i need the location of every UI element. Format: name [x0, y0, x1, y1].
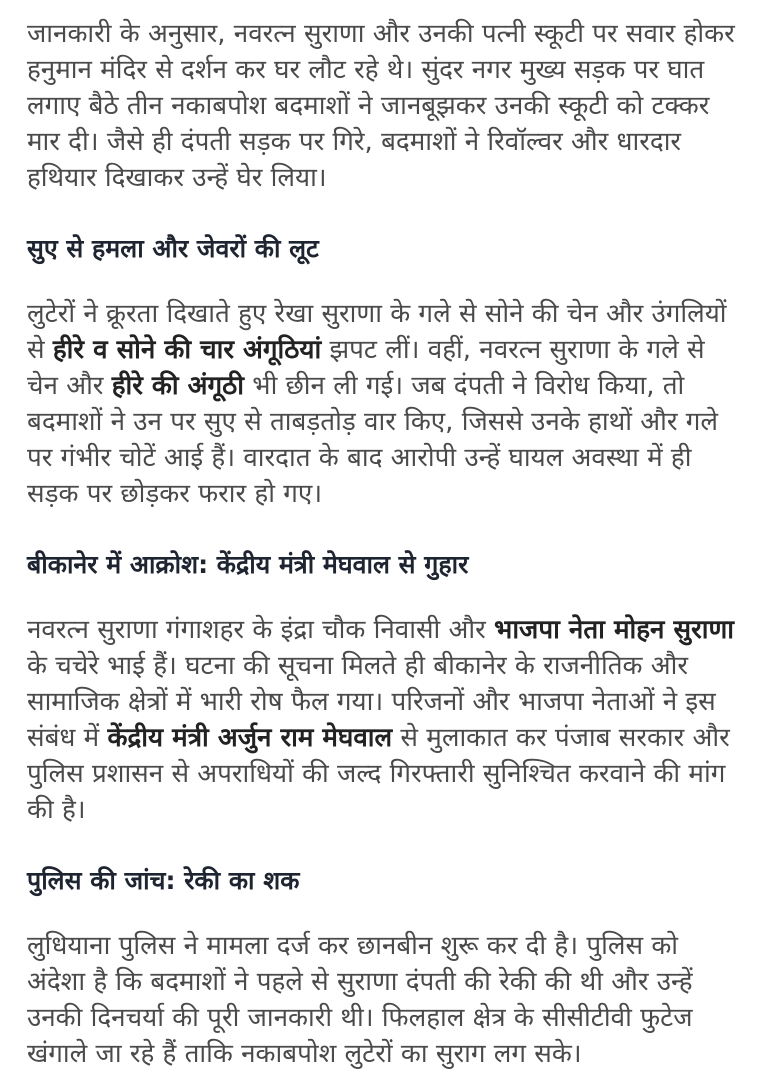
paragraph-text: लुटेरों ने क्रूरता दिखाते हुए रेखा सुराणा के गले से सोने की चेन और उंगलियों से — [27, 299, 727, 365]
police-investigation-paragraph: लुधियाना पुलिस ने मामला दर्ज कर छानबीन शुरू कर दी है। पुलिस को अंदेशा है कि बदमाशों ने पहले से सुराणा दंपती की रेकी की थी और उन्हें उनकी दिनचर्या की पूरी जानकारी थी। फिलहाल क्षेत्र के सीसीटीवी फुटेज खंगाले जा रहे हैं ताकि नकाबपोश लुटेरों का सुराग लग सके। — [27, 931, 693, 1069]
section-heading-bikaner-outrage: बीकानेर में आक्रोश: केंद्रीय मंत्री मेघवाल से गुहार — [27, 550, 469, 579]
highlight-union-minister: केंद्रीय मंत्री अर्जुन राम मेघवाल — [107, 723, 393, 753]
paragraph-text: के चचेरे भाई हैं। घटना की सूचना मिलते ही बीकानेर के राजनीतिक और सामाजिक क्षेत्रों में भारी रोष फैल गया। परिजनों और भाजपा नेताओं ने इस संबंध में — [27, 651, 716, 753]
section-heading-attack-loot: सुए से हमला और जेवरों की लूट — [27, 234, 319, 263]
paragraph-text: नवरत्न सुराणा गंगाशहर के इंद्रा चौक निवासी और — [27, 615, 495, 645]
paragraph-text: भी छीन ली गई। जब दंपती ने विरोध किया, तो बदमाशों ने उन पर सुए से ताबड़तोड़ वार किए, जिससे उनके हाथों और गले पर गंभीर चोटें आई हैं। वारदात के बाद आरोपी उन्हें घायल अवस्था में ही सड़क पर छोड़कर फरार हो गए। — [27, 371, 718, 509]
paragraph-text: झपट लीं। वहीं, नवरत्न सुराणा के गले से चेन और — [27, 335, 705, 401]
highlight-bjp-leader: भाजपा नेता मोहन सुराणा — [494, 615, 734, 645]
paragraph-text: से मुलाकात कर पंजाब सरकार और पुलिस प्रशासन से अपराधियों की जल्द गिरफ्तारी सुनिश्चित करवाने की मांग की है। — [27, 723, 730, 825]
attack-loot-paragraph — [27, 296, 738, 512]
intro-paragraph: जानकारी के अनुसार, नवरत्न सुराणा और उनकी पत्नी स्कूटी पर सवार होकर हनुमान मंदिर से दर्शन कर घर लौट रहे थे। सुंदर नगर मुख्य सड़क पर घात लगाए बैठे तीन नकाबपोश बदमाशों ने जानबूझकर उनकी स्कूटी को टक्कर मार दी। जैसे ही दंपती सड़क पर गिरे, बदमाशों ने रिवॉल्वर और धारदार हथियार दिखाकर उन्हें घेर लिया। — [27, 19, 735, 193]
section-heading-police-investigation: पुलिस की जांच: रेकी का शक — [27, 866, 300, 895]
highlight-diamond-ring: हीरे की अंगूठी — [111, 371, 245, 401]
highlight-rings: हीरे व सोने की चार अंगूठियां — [52, 335, 322, 365]
bikaner-outrage-paragraph — [27, 612, 738, 828]
